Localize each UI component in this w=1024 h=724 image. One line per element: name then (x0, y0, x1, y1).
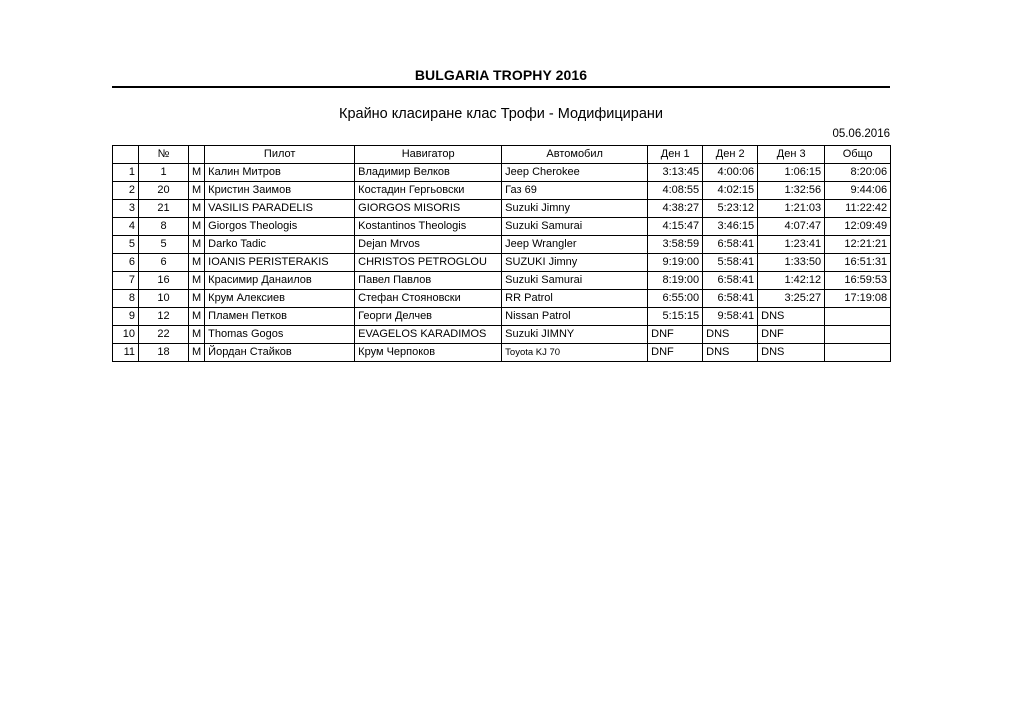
col-header-day1: Ден 1 (648, 146, 703, 164)
cell-pilot: Darko Tadic (205, 236, 355, 254)
cell-number: 21 (139, 200, 189, 218)
table-row (113, 236, 891, 254)
cell-navigator: EVAGELOS KARADIMOS (355, 326, 502, 344)
cell-car: Suzuki Samurai (502, 272, 648, 290)
document-date: 05.06.2016 (832, 128, 890, 140)
cell-navigator: CHRISTOS PETROGLOU (355, 254, 502, 272)
cell-car: RR Patrol (502, 290, 648, 308)
cell-number: 8 (139, 218, 189, 236)
cell-day2: 5:23:12 (703, 200, 758, 218)
cell-day3: 3:25:27 (758, 290, 825, 308)
cell-position: 5 (113, 236, 139, 254)
cell-day3: 1:42:12 (758, 272, 825, 290)
cell-total (825, 308, 891, 326)
cell-pilot: Thomas Gogos (205, 326, 355, 344)
cell-total: 16:51:31 (825, 254, 891, 272)
cell-number: 5 (139, 236, 189, 254)
cell-position: 6 (113, 254, 139, 272)
cell-position: 4 (113, 218, 139, 236)
col-header-number: № (139, 146, 189, 164)
cell-pilot: VASILIS PARADELIS (205, 200, 355, 218)
cell-day2: DNS (703, 326, 758, 344)
cell-class: M (189, 164, 205, 182)
cell-class: M (189, 344, 205, 362)
cell-day1: 4:08:55 (648, 182, 703, 200)
cell-day2: 4:00:06 (703, 164, 758, 182)
cell-day2: DNS (703, 344, 758, 362)
cell-navigator: GIORGOS MISORIS (355, 200, 502, 218)
cell-position: 11 (113, 344, 139, 362)
cell-day1: 4:15:47 (648, 218, 703, 236)
results-body (113, 164, 891, 362)
table-row (113, 326, 891, 344)
cell-day2: 3:46:15 (703, 218, 758, 236)
document-title: BULGARIA TROPHY 2016 (414, 67, 588, 83)
cell-pilot: Йордан Стайков (205, 344, 355, 362)
cell-navigator: Павел Павлов (355, 272, 502, 290)
cell-position: 2 (113, 182, 139, 200)
cell-class: M (189, 200, 205, 218)
cell-day1: DNF (648, 344, 703, 362)
col-header-position (113, 146, 139, 164)
col-header-navigator: Навигатор (355, 146, 502, 164)
cell-car: Газ 69 (502, 182, 648, 200)
cell-pilot: Красимир Данаилов (205, 272, 355, 290)
cell-class: M (189, 272, 205, 290)
cell-pilot: Кристин Заимов (205, 182, 355, 200)
cell-day1: 4:38:27 (648, 200, 703, 218)
table-row (113, 290, 891, 308)
cell-day3: DNS (758, 344, 825, 362)
cell-total (825, 326, 891, 344)
cell-class: M (189, 290, 205, 308)
cell-total: 16:59:53 (825, 272, 891, 290)
cell-position: 8 (113, 290, 139, 308)
cell-navigator: Георги Делчев (355, 308, 502, 326)
col-header-car: Автомобил (502, 146, 648, 164)
table-row (113, 308, 891, 326)
cell-day2: 6:58:41 (703, 236, 758, 254)
document-subtitle: Крайно класиране клас Трофи - Модифицирани (339, 106, 663, 122)
table-row (113, 182, 891, 200)
cell-total: 9:44:06 (825, 182, 891, 200)
cell-day2: 9:58:41 (703, 308, 758, 326)
table-row (113, 272, 891, 290)
cell-day1: 3:58:59 (648, 236, 703, 254)
cell-total (825, 344, 891, 362)
cell-number: 16 (139, 272, 189, 290)
cell-car: Suzuki Samurai (502, 218, 648, 236)
cell-navigator: Костадин Гергьовски (355, 182, 502, 200)
results-table (112, 145, 891, 362)
cell-position: 9 (113, 308, 139, 326)
cell-day2: 5:58:41 (703, 254, 758, 272)
cell-class: M (189, 308, 205, 326)
cell-class: M (189, 218, 205, 236)
table-header-row (113, 146, 891, 164)
title-underline (112, 86, 890, 88)
cell-total: 11:22:42 (825, 200, 891, 218)
cell-day1: DNF (648, 326, 703, 344)
cell-car: SUZUKI Jimny (502, 254, 648, 272)
cell-number: 20 (139, 182, 189, 200)
cell-car: Jeep Cherokee (502, 164, 648, 182)
cell-position: 1 (113, 164, 139, 182)
cell-day3: 1:23:41 (758, 236, 825, 254)
cell-number: 22 (139, 326, 189, 344)
col-header-total: Общо (825, 146, 891, 164)
cell-navigator: Владимир Велков (355, 164, 502, 182)
cell-navigator: Стефан Стояновски (355, 290, 502, 308)
cell-position: 10 (113, 326, 139, 344)
table-row (113, 344, 891, 362)
col-header-class (189, 146, 205, 164)
cell-number: 18 (139, 344, 189, 362)
cell-number: 10 (139, 290, 189, 308)
cell-day3: 1:06:15 (758, 164, 825, 182)
cell-day2: 6:58:41 (703, 272, 758, 290)
table-row (113, 218, 891, 236)
cell-total: 12:21:21 (825, 236, 891, 254)
cell-day3: 1:32:56 (758, 182, 825, 200)
cell-day2: 6:58:41 (703, 290, 758, 308)
cell-day1: 3:13:45 (648, 164, 703, 182)
cell-class: M (189, 326, 205, 344)
cell-total: 12:09:49 (825, 218, 891, 236)
cell-pilot: IOANIS PERISTERAKIS (205, 254, 355, 272)
cell-day3: DNS (758, 308, 825, 326)
cell-pilot: Калин Митров (205, 164, 355, 182)
cell-day2: 4:02:15 (703, 182, 758, 200)
cell-day1: 8:19:00 (648, 272, 703, 290)
cell-number: 12 (139, 308, 189, 326)
cell-class: M (189, 182, 205, 200)
col-header-day2: Ден 2 (703, 146, 758, 164)
cell-pilot: Giorgos Theologis (205, 218, 355, 236)
cell-day3: DNF (758, 326, 825, 344)
table-row (113, 164, 891, 182)
cell-car: Jeep Wrangler (502, 236, 648, 254)
cell-day1: 5:15:15 (648, 308, 703, 326)
cell-number: 6 (139, 254, 189, 272)
col-header-pilot: Пилот (205, 146, 355, 164)
cell-day3: 1:33:50 (758, 254, 825, 272)
cell-navigator: Dejan Mrvos (355, 236, 502, 254)
cell-day3: 4:07:47 (758, 218, 825, 236)
cell-day1: 6:55:00 (648, 290, 703, 308)
cell-total: 8:20:06 (825, 164, 891, 182)
cell-navigator: Kostantinos Theologis (355, 218, 502, 236)
cell-car: Toyota KJ 70 (502, 344, 648, 362)
cell-car: Suzuki JIMNY (502, 326, 648, 344)
table-row (113, 254, 891, 272)
cell-navigator: Крум Черпоков (355, 344, 502, 362)
cell-car: Suzuki Jimny (502, 200, 648, 218)
cell-pilot: Пламен Петков (205, 308, 355, 326)
col-header-day3: Ден 3 (758, 146, 825, 164)
cell-total: 17:19:08 (825, 290, 891, 308)
cell-day3: 1:21:03 (758, 200, 825, 218)
cell-position: 7 (113, 272, 139, 290)
cell-number: 1 (139, 164, 189, 182)
cell-pilot: Крум Алексиев (205, 290, 355, 308)
table-row (113, 200, 891, 218)
cell-day1: 9:19:00 (648, 254, 703, 272)
cell-class: M (189, 236, 205, 254)
cell-class: M (189, 254, 205, 272)
cell-car: Nissan Patrol (502, 308, 648, 326)
cell-position: 3 (113, 200, 139, 218)
